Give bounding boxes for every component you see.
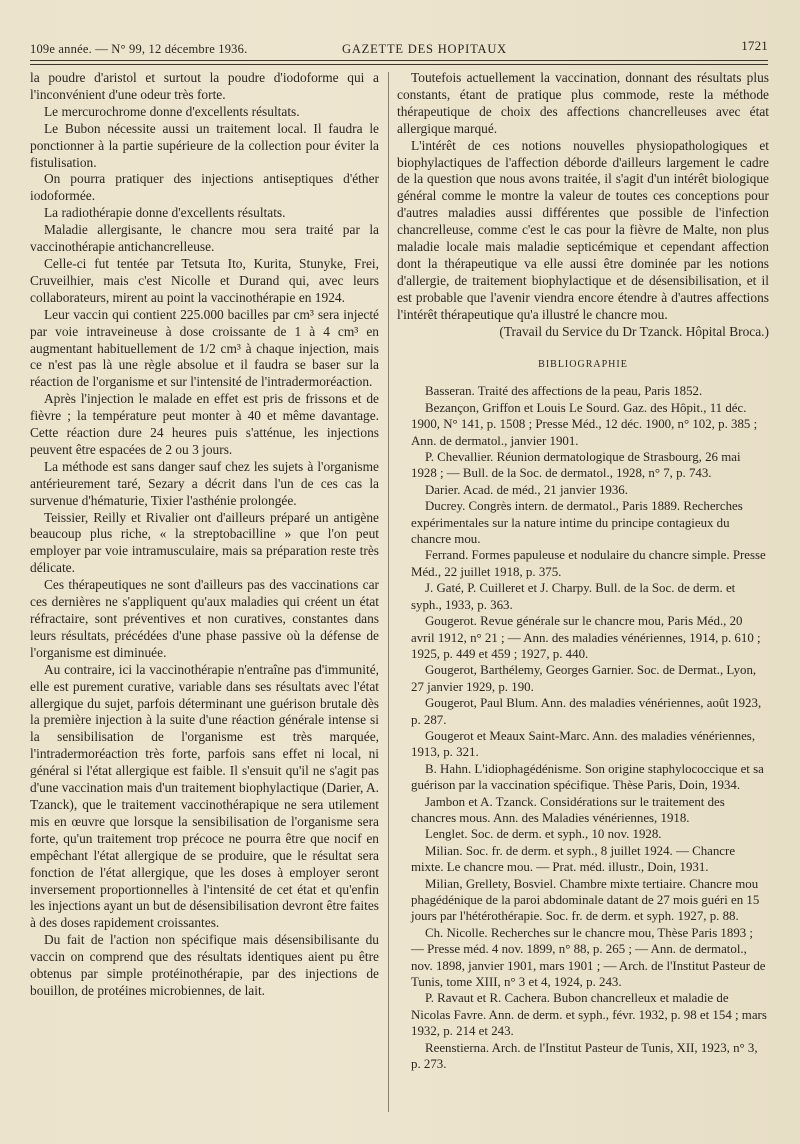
paragraph: Toutefois actuellement la vaccination, donnant des résultats plus constants, étant de pratique plus commode, reste la méthode thérapeutique de choix des affections chancrelleuses avec état allergique marqué. xyxy=(397,70,769,136)
bibliography-entry: Milian, Grellety, Bosviel. Chambre mixte tertiaire. Chancre mou phagédénique de la paroi abdominale datant de 27 mois guéri en 15 jours par l'hétérothérapie. Soc. fr. de derm. et syph. 1927, p. 88. xyxy=(411,876,760,924)
bibliography-entry: P. Ravaut et R. Cachera. Bubon chancrelleux et maladie de Nicolas Favre. Ann. de derm. et syph., févr. 1932, p. 98 et 154 ; mars 1932, p. 214 et 243. xyxy=(411,991,767,1039)
bibliography-entry: Gougerot, Barthélemy, Georges Garnier. Soc. de Dermat., Lyon, 27 janvier 1929, p. 190. xyxy=(411,663,757,694)
paragraph: Après l'injection le malade en effet est pris de frissons et de fièvre ; la température peut monter à 40 et même davantage. Cette réaction dure 24 heures puis s'atténue, les injections peuvent être espacées de 2 ou 3 jours. xyxy=(30,391,379,457)
page-header xyxy=(30,38,770,60)
header-rule-bottom xyxy=(30,64,768,65)
issue-line: 109e année. — N° 99, 12 décembre 1936. xyxy=(30,42,248,56)
column-divider xyxy=(388,72,389,1112)
bibliography-entry: Basseran. Traité des affections de la peau, Paris 1852. xyxy=(425,384,703,399)
bibliography-entry: Darier. Acad. de méd., 21 janvier 1936. xyxy=(425,482,628,497)
paragraph: Ces thérapeutiques ne sont d'ailleurs pas des vaccinations car ces dernières ne s'appliquent qu'aux maladies qui créent un état réfractaire, sont préventives et non curatives, constantes dans leurs résultats, précédées d'une phase passive où la défense de l'organisme est diminuée. xyxy=(30,577,379,660)
bibliography-entry: Reenstierna. Arch. de l'Institut Pasteur de Tunis, XII, 1923, n° 3, p. 273. xyxy=(411,1040,758,1072)
bibliography-title: BIBLIOGRAPHIE xyxy=(538,358,628,370)
paragraph: La radiothérapie donne d'excellents résultats. xyxy=(44,205,286,221)
paragraph: L'intérêt de ces notions nouvelles physiopathologiques et biophylactiques de l'affection déborde d'ailleurs largement le cadre de la question que nous avons traitée, il s'agit d'un intérêt biologique général comme le montre la valeur de toutes ces conceptions pour d'autres maladies aussi différentes que possible de l'infection chancrelleuse, comme c'est le cas pour la fièvre de Malte, non plus maladie locale mais maladie septicémique et cependant affection dont la thérapeutique va elle aussi être dominée par les notions d'allergie, de traitement biophylactique et de désensibilisation, et il est probable que l'avenir viendra encore étendre à d'autres affections l'intérêt thérapeutique qu'a illustré le chancre mou. xyxy=(397,137,769,322)
paragraph: Maladie allergisante, le chancre mou sera traité par la vaccinothérapie antichancrelleuse. xyxy=(30,222,379,255)
left-column xyxy=(30,70,379,1000)
bibliography-entry: Ch. Nicolle. Recherches sur le chancre mou, Thèse Paris 1893 ; — Presse méd. 4 nov. 1899, n° 88, p. 265 ; — Ann. de dermatol., nov. 1898, janvier 1901, mars 1901 ; — Arch. de l'Institut Pasteur de Tunis, tome XIII, n° 3 et 4, 1924, p. 243. xyxy=(411,925,766,990)
bibliography-entry: Gougerot. Revue générale sur le chancre mou, Paris Méd., 20 avril 1912, n° 21 ; — Ann. des maladies vénériennes, 1914, p. 610 ; 1925, p. 449 et 459 ; 1927, p. 440. xyxy=(411,614,761,661)
bibliography-entry: B. Hahn. L'idiophagédénisme. Son origine staphylococcique et sa guérison par la vaccination spécifique. Thèse Paris, Doin, 1934. xyxy=(411,761,764,793)
bibliography-entry: Bezançon, Griffon et Louis Le Sourd. Gaz. des Hôpit., 11 déc. 1900, N° 141, p. 1508 ; Presse Méd., 12 déc. 1900, n° 102, p. 385 ; Ann. de dermatol., janvier 1901. xyxy=(411,400,758,448)
paragraph: Le Bubon nécessite aussi un traitement local. Il faudra le ponctionner à la partie supérieure de la collection pour éviter la fistulisation. xyxy=(30,120,379,170)
bibliography-entry: P. Chevallier. Réunion dermatologique de Strasbourg, 26 mai 1928 ; — Bull. de la Soc. de dermatol., 1928, n° 7, p. 743. xyxy=(411,450,741,481)
paragraph: Du fait de l'action non spécifique mais désensibilisante du vaccin on comprend que des résultats identiques aient pu être obtenus par simple protéinothérapie, par des injections de bouillon, de protéines microbiennes, de lait. xyxy=(30,932,379,998)
paragraph: Teissier, Reilly et Rivalier ont d'ailleurs préparé un antigène beaucoup plus riche, « la streptobacilline » que l'on peut employer par voie intramusculaire, mais sa préparation reste très délicate. xyxy=(30,509,379,576)
paragraph: Leur vaccin qui contient 225.000 bacilles par cm³ sera injecté par voie intraveineuse à dose croissante de 1 à 4 cm³ en augmentant habituellement de 1/2 cm³ à chaque injection, mais ce n'est pas là une règle absolue et il faudra se baser sur la réaction de l'organisme et sur l'intensité de l'intradermoréaction. xyxy=(30,306,379,390)
bibliography-entry: Gougerot, Paul Blum. Ann. des maladies vénériennes, août 1923, p. 287. xyxy=(411,696,762,727)
paragraph: La méthode est sans danger sauf chez les sujets à l'organisme antérieurement taré, Sezary a décrit dans l'un de ces cas la survenue d'hématurie, Tixier l'asthénie prolongée. xyxy=(30,458,379,508)
paragraph: Celle-ci fut tentée par Tetsuta Ito, Kurita, Stunyke, Frei, Cruveilhier, mais c'est Nicolle et Durand qui, avec leurs collaborateurs, mirent au point la vaccinothérapie en 1924. xyxy=(30,255,379,305)
paragraph: On pourra pratiquer des injections antiseptiques d'éther iodoformée. xyxy=(30,171,379,204)
paragraph: Le mercurochrome donne d'excellents résultats. xyxy=(44,103,300,119)
bibliography-entry: Ducrey. Congrès intern. de dermatol., Paris 1889. Recherches expérimentales sur la nature intime du principe contagieux du chancre mou. xyxy=(411,499,743,547)
bibliography-entry: Ferrand. Formes papuleuse et nodulaire du chancre simple. Presse Méd., 22 juillet 1918, p. 375. xyxy=(411,548,766,579)
journal-title: GAZETTE DES HOPITAUX xyxy=(342,42,507,56)
bibliography-entry: Jambon et A. Tzanck. Considérations sur le traitement des chancres mous. Ann. des Maladies vénériennes, 1918. xyxy=(411,794,725,825)
signature: (Travail du Service du Dr Tzanck. Hôpital Broca.) xyxy=(499,323,769,339)
bibliography-list xyxy=(397,383,769,1072)
right-column xyxy=(397,70,769,1072)
page-number: 1721 xyxy=(741,38,768,53)
paragraph: Au contraire, ici la vaccinothérapie n'entraîne pas d'immunité, elle est purement curative, variable dans ses résultats avec l'état allergique du sujet, parfois déterminant une guérison brutale dès la première injection à la suite d'une réaction générale intense si la sensibilisation de l'organisme est très marquée, l'intradermoréaction très forte, parfois sans effet ni local, ni général si l'état allergique est faible. Il s'ensuit qu'il ne s'agit pas d'une vaccination mais d'un traitement biophylactique (Darier, A. Tzanck), que le traitement vaccinothérapique ne sera utilement mis en œuvre que lorsque la sensibilisation de l'organisme sera forte, qu'un traitement trop précoce ne pourra être que nocif en empêchant l'état allergique de se produire, que le résultat sera fonction de l'état allergique, que les doses à employer seront inversement proportionnelles à l'intensité de cet état et qu'enfin les injections ayant un but de désensibilisation devront être faites à des doses rapidement croissantes. xyxy=(30,661,379,931)
header-rule-top xyxy=(30,60,768,61)
paragraph: la poudre d'aristol et surtout la poudre d'iodoforme qui a l'inconvénient d'une odeur très forte. xyxy=(30,70,379,102)
bibliography-entry: Milian. Soc. fr. de derm. et syph., 8 juillet 1924. — Chancre mixte. Le chancre mou. — Prat. méd. illustr., Doin, 1931. xyxy=(411,843,736,875)
bibliography-entry: Gougerot et Meaux Saint-Marc. Ann. des maladies vénériennes, 1913, p. 321. xyxy=(411,728,756,760)
bibliography-entry: Lenglet. Soc. de derm. et syph., 10 nov. 1928. xyxy=(425,827,662,842)
bibliography-entry: J. Gaté, P. Cuilleret et J. Charpy. Bull. de la Soc. de derm. et syph., 1933, p. 363. xyxy=(411,581,736,612)
